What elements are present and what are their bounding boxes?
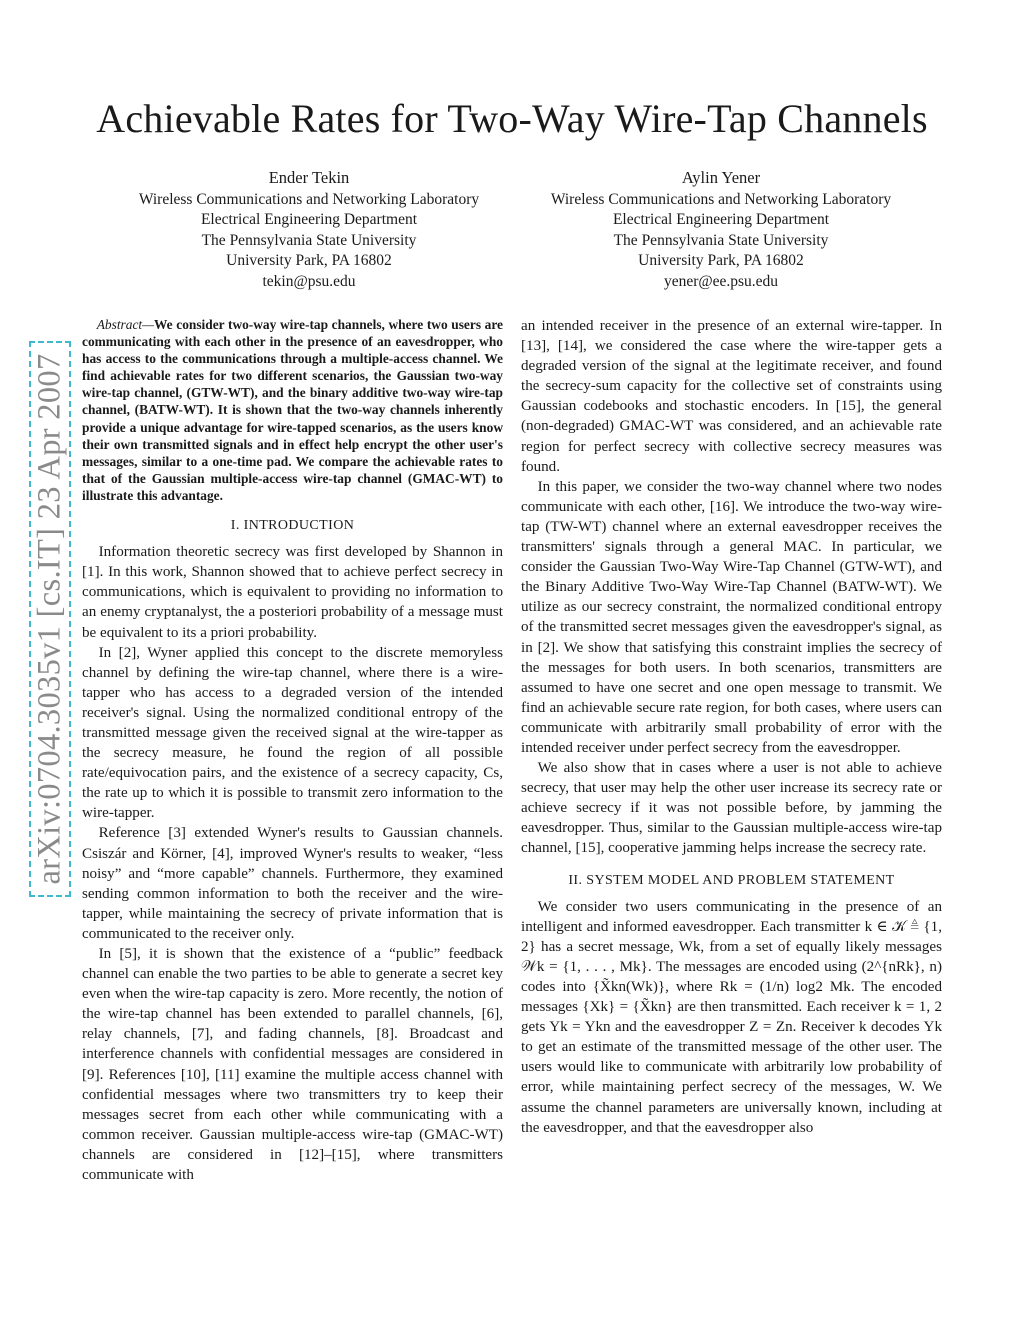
arxiv-stamp[interactable]: [29, 341, 71, 897]
arxiv-stamp-text: arXiv:0704.3035v1 [cs.IT] 23 Apr 2007: [31, 353, 68, 885]
abstract-lead: Abstract—: [96, 317, 155, 332]
author-lab: Wireless Communications and Networking Laboratory: [550, 190, 892, 208]
author-univ: The Pennsylvania State University: [613, 231, 829, 249]
paper-title: Achievable Rates for Two-Way Wire-Tap Channels: [96, 96, 928, 141]
paragraph: In this paper, we consider the two-way channel where two nodes communicate with each other, [16]. We introduce the two-way wire-tap (TW-WT) channel where an external eavesdropper receives the transmitters' signals through a general MAC. In particular, we consider the Gaussian Two-Way Wire-Tap Channel (GTW-WT), and the Binary Additive Two-Way Wire-Tap Channel (BATW-WT). We utilize as our secrecy constraint, the normalized conditional entropy of the transmitted secret messages given the eavesdropper's signal, as in [2]. We show that satisfying this constraint implies the secrecy of the messages for both users. In both scenarios, transmitters are assumed to have one secret and one open message to transmit. We find an achievable secure rate region, for both cases, where users can communicate with arbitrarily small probability of error with the intended receiver under perfect secrecy from the eavesdropper.: [521, 478, 942, 756]
author-city: University Park, PA 16802: [638, 252, 804, 270]
author-email[interactable]: yener@ee.psu.edu: [663, 272, 779, 290]
section-heading-system-model: II. SYSTEM MODEL AND PROBLEM STATEMENT: [568, 872, 895, 888]
paragraph: Information theoretic secrecy was first developed by Shannon in [1]. In this work, Shannon showed that to achieve perfect secrecy in communications, which is equivalent to providing no information to an enemy cryptanalyst, the a posteriori probability of a message must be equivalent to its a priori probability.: [82, 544, 503, 641]
paragraph: We consider two users communicating in the presence of an intelligent and informed eavesdropper. Each transmitter k ∈ 𝒦 ≜ {1, 2} has a secret message, Wk, from a set of equally likely messages 𝒲k = {1, . . . , Mk}. The messages are encoded using (2^{nRk}, n) codes into {X̃kn(Wk)}, where Rk = (1/n) log2 Mk. The encoded messages {Xk} = {X̃kn} are then transmitted. Each receiver k = 1, 2 gets Yk = Ykn and the eavesdropper Z = Zn. Receiver k decodes Yk to get an estimate of the transmitted message of the other user. The users would like to communicate with arbitrarily low probability of error, while maintaining perfect secrecy of the messages, W. We assume the channel parameters are universally known, including at the eavesdropper, and that the eavesdropper also: [521, 898, 942, 1136]
author-name: Aylin Yener: [681, 168, 761, 187]
author-email[interactable]: tekin@psu.edu: [262, 272, 356, 290]
abstract: [82, 316, 503, 504]
author-city: University Park, PA 16802: [226, 252, 392, 270]
author-dept: Electrical Engineering Department: [612, 211, 830, 229]
author-dept: Electrical Engineering Department: [200, 211, 418, 229]
author-block-right: [521, 168, 921, 293]
paragraph: Reference [3] extended Wyner's results to Gaussian channels. Csiszár and Körner, [4], improved Wyner's results to weaker, “less noisy” and “more capable” channels. Furthermore, they examined sending common information to both the receiver and the wire-tapper, while maintaining the secrecy of private information that is communicated to the receiver only.: [82, 825, 503, 942]
author-block-left: [109, 168, 509, 293]
paragraph: an intended receiver in the presence of an external wire-tapper. In [13], [14], we considered the case where the wire-tapper gets a degraded version of the signal at the legitimate receiver, and found the secrecy-sum capacity for the collective set of constraints using Gaussian codebooks and stochastic encoders. In [15], the general (non-degraded) GMAC-WT was considered, and an achievable rate region for perfect secrecy with collective secrecy measures was found.: [521, 318, 942, 475]
section-heading-introduction: I. INTRODUCTION: [230, 518, 355, 534]
paragraph: In [2], Wyner applied this concept to the discrete memoryless channel by defining the wire-tap channel, where there is a wire-tapper who has access to a degraded version of the intended receiver's signal. Using the normalized conditional entropy of the transmitted message given the received signal at the wire-tapper as the secrecy measure, he found the region of all possible rate/equivocation pairs, and the existence of a secrecy capacity, Cs, the rate up to which it is possible to transmit zero information to the wire-tapper.: [82, 644, 503, 822]
author-univ: The Pennsylvania State University: [201, 231, 417, 249]
right-column: [521, 316, 942, 1138]
left-column: [82, 316, 503, 1185]
paragraph: We also show that in cases where a user is not able to achieve secrecy, that user may help the other user increase its secrecy rate or achieve secrecy if it was not possible before, by jamming the eavesdropper. Thus, similar to the Gaussian multiple-access wire-tap channel, [15], cooperative jamming helps increase the secrecy rate.: [521, 760, 942, 857]
abstract-text: We consider two-way wire-tap channels, where two users are communicating with each other in the presence of an eavesdropper, who has access to the communications through a multiple-access channel. We find achievable rates for two different scenarios, the Gaussian two-way wire-tap channel, (GTW-WT), and the binary additive two-way wire-tap channel, (BATW-WT). It is shown that the two-way channels inherently provide a unique advantage for wire-tapped scenarios, as the users know their own transmitted signals and in effect help encrypt the other user's messages, similar to a one-time pad. We compare the achievable rates to that of the Gaussian multiple-access wire-tap channel (GMAC-WT) to illustrate this advantage.: [82, 317, 503, 503]
author-name: Ender Tekin: [268, 168, 350, 187]
author-lab: Wireless Communications and Networking Laboratory: [138, 190, 480, 208]
paragraph: In [5], it is shown that the existence of a “public” feedback channel can enable the two parties to be able to generate a secret key even when the wire-tap capacity is zero. More recently, the notion of the wire-tap channel has been extended to parallel channels, [6], relay channels, [7], and fading channels, [8]. Broadcast and interference channels with confidential messages are considered in [9]. References [10], [11] examine the multiple access channel with confidential messages where two transmitters try to keep their messages secret from each other while communicating with a common receiver. Gaussian multiple-access wire-tap (GMAC-WT) channels are considered in [12]–[15], where transmitters communicate with: [82, 946, 503, 1184]
